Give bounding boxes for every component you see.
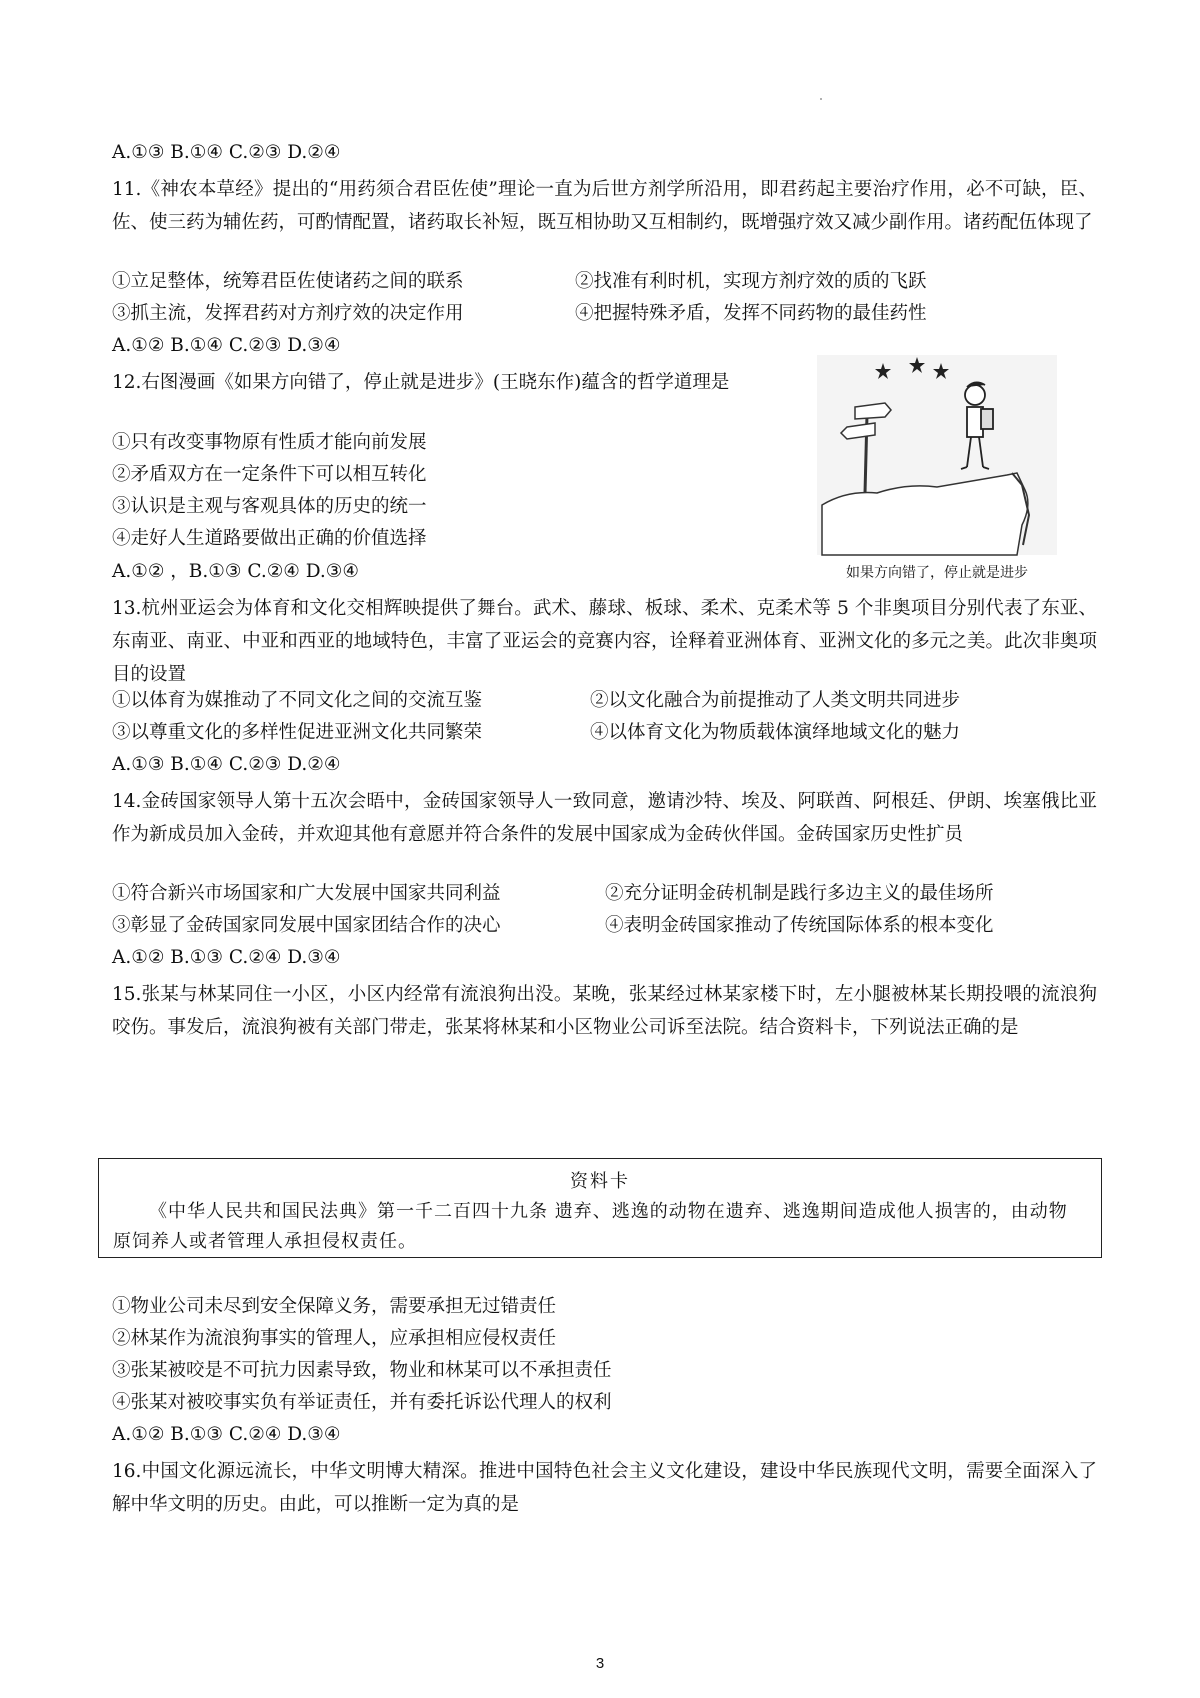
q12-option-3: ③认识是主观与客观具体的历史的统一 xyxy=(112,496,427,517)
cartoon-caption: 如果方向错了，停止就是进步 xyxy=(846,565,1028,581)
reference-card-body: 《中华人民共和国民法典》第一千二百四十九条 遗弃、逃逸的动物在遗弃、逃逸期间造成他人损害的，由动物原饲养人或者管理人承担侵权责任。 xyxy=(113,1201,1068,1252)
q14-option-2: ②充分证明金砖机制是践行多边主义的最佳场所 xyxy=(605,883,994,904)
q14-stem: 14.金砖国家领导人第十五次会晤中，金砖国家领导人一致同意，邀请沙特、埃及、阿联酋、阿根廷、伊朗、埃塞俄比亚作为新成员加入金砖，并欢迎其他有意愿并符合条件的发展中国家成为金砖伙伴国。金砖国家历史性扩员 xyxy=(112,791,1097,845)
q16-stem: 16.中国文化源远流长，中华文明博大精深。推进中国特色社会主义文化建设，建设中华民族现代文明，需要全面深入了解中华文明的历史。由此，可以推断一定为真的是 xyxy=(112,1461,1097,1515)
q10-answer-options: A.①③ B.①④ C.②③ D.②④ xyxy=(112,142,341,163)
q13-option-4: ④以体育文化为物质载体演绎地域文化的魅力 xyxy=(590,722,961,743)
q12-option-2: ②矛盾双方在一定条件下可以相互转化 xyxy=(112,464,427,485)
q11-option-1: ①立足整体，统筹君臣佐使诸药之间的联系 xyxy=(112,271,464,292)
q15-option-2: ②林某作为流浪狗事实的管理人，应承担相应侵权责任 xyxy=(112,1328,557,1349)
cartoon-drawing xyxy=(817,355,1057,595)
q14-option-3: ③彰显了金砖国家同发展中国家团结合作的决心 xyxy=(112,915,501,936)
q14-option-4: ④表明金砖国家推动了传统国际体系的根本变化 xyxy=(605,915,994,936)
q13-stem: 13.杭州亚运会为体育和文化交相辉映提供了舞台。武术、藤球、板球、柔术、克柔术等 5 个非奥项目分别代表了东亚、东南亚、南亚、中亚和西亚的地域特色，丰富了亚运会的竞赛内容，诠释着亚洲体育、亚洲文化的多元之美。此次非奥项目的设置 xyxy=(112,598,1097,685)
q12-option-1: ①只有改变事物原有性质才能向前发展 xyxy=(112,432,427,453)
reference-card-title: 资料卡 xyxy=(570,1171,630,1192)
page-number: 3 xyxy=(595,1655,605,1672)
q13-answer-options: A.①③ B.①④ C.②③ D.②④ xyxy=(112,754,341,775)
q11-answer-options: A.①② B.①④ C.②③ D.③④ xyxy=(112,335,341,356)
q11-stem: 11.《神农本草经》提出的“用药须合君臣佐使”理论一直为后世方剂学所沿用，即君药起主要治疗作用，必不可缺，臣、佐、使三药为辅佐药，可酌情配置，诸药取长补短，既互相协助又互相制约，既增强疗效又减少副作用。诸药配伍体现了 xyxy=(112,179,1097,233)
q11-option-2: ②找准有利时机，实现方剂疗效的质的飞跃 xyxy=(575,271,927,292)
q15-option-4: ④张某对被咬事实负有举证责任，并有委托诉讼代理人的权利 xyxy=(112,1392,612,1413)
scan-speck xyxy=(820,98,822,100)
q14-answer-options: A.①② B.①③ C.②④ D.③④ xyxy=(112,947,341,968)
q12-answer-options: A.①② ，B.①③ C.②④ D.③④ xyxy=(112,561,359,582)
q12-stem: 12.右图漫画《如果方向错了，停止就是进步》(王晓东作)蕴含的哲学道理是 xyxy=(112,372,730,393)
reference-card xyxy=(98,1158,1102,1258)
q13-option-3: ③以尊重文化的多样性促进亚洲文化共同繁荣 xyxy=(112,722,483,743)
q13-option-2: ②以文化融合为前提推动了人类文明共同进步 xyxy=(590,690,961,711)
q15-option-3: ③张某被咬是不可抗力因素导致，物业和林某可以不承担责任 xyxy=(112,1360,612,1381)
q15-stem: 15.张某与林某同住一小区，小区内经常有流浪狗出没。某晚，张某经过林某家楼下时，左小腿被林某长期投喂的流浪狗咬伤。事发后，流浪狗被有关部门带走，张某将林某和小区物业公司诉至法院。结合资料卡，下列说法正确的是 xyxy=(112,984,1097,1038)
cartoon-image xyxy=(817,355,1057,595)
q14-option-1: ①符合新兴市场国家和广大发展中国家共同利益 xyxy=(112,883,501,904)
q12-option-4: ④走好人生道路要做出正确的价值选择 xyxy=(112,528,427,549)
q15-answer-options: A.①② B.①③ C.②④ D.③④ xyxy=(112,1424,341,1445)
q15-option-1: ①物业公司未尽到安全保障义务，需要承担无过错责任 xyxy=(112,1296,557,1317)
q11-option-4: ④把握特殊矛盾，发挥不同药物的最佳药性 xyxy=(575,303,927,324)
q11-option-3: ③抓主流，发挥君药对方剂疗效的决定作用 xyxy=(112,303,464,324)
q13-option-1: ①以体育为媒推动了不同文化之间的交流互鉴 xyxy=(112,690,483,711)
